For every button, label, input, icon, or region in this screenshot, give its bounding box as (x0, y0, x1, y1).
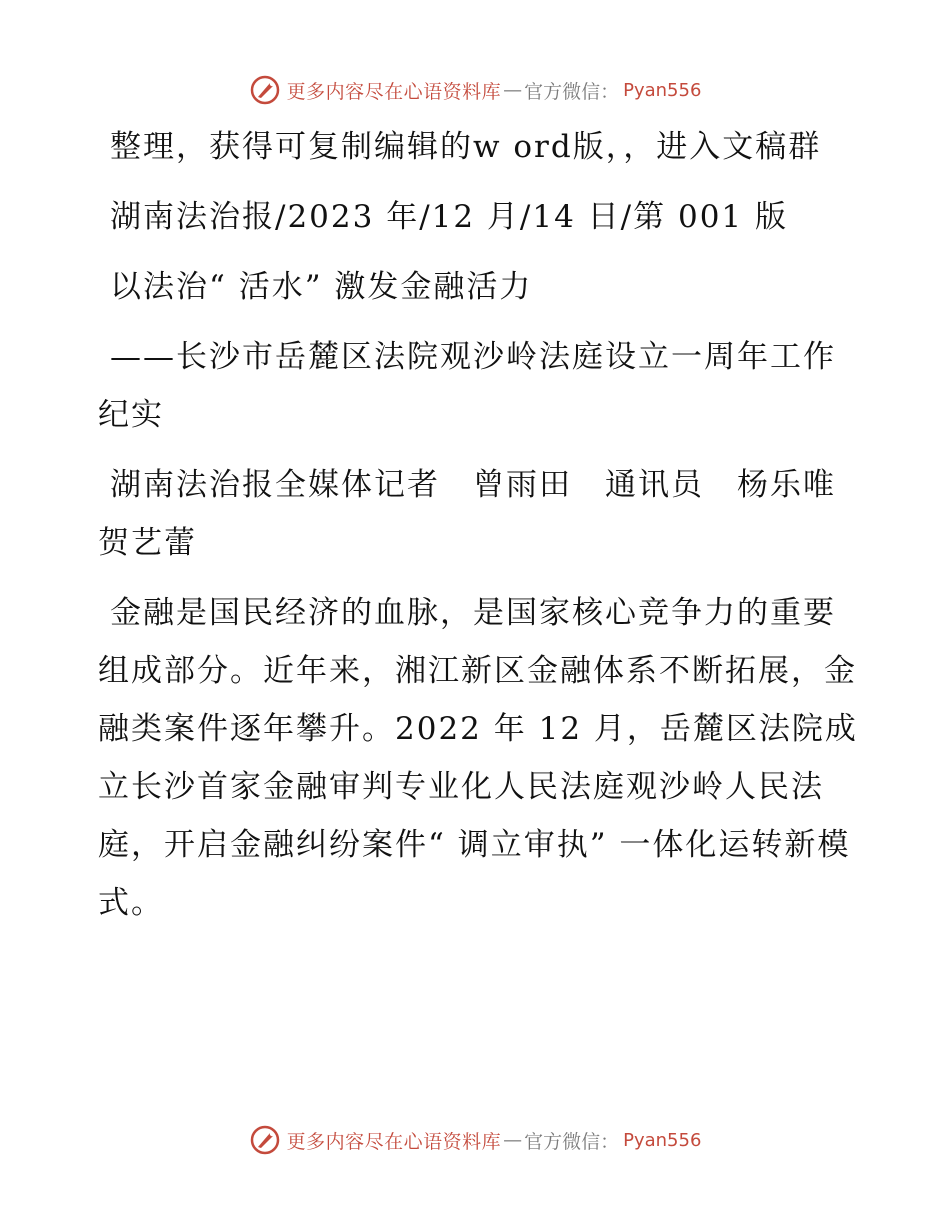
header-watermark (0, 70, 950, 110)
watermark-text: 更多内容尽在心语资料库 (286, 80, 502, 103)
byline: 湖南法治报全媒体记者 曾雨田 通讯员 杨乐唯 贺艺蕾 (98, 467, 869, 561)
watermark-wechat-id: Pyan556 (623, 79, 702, 101)
intro-note: 整理，获得可复制编辑的w ord版，，进入文稿群 (110, 129, 822, 165)
source-line: 湖南法治报/2023 年/12 月/14 日/第 001 版 (110, 199, 789, 235)
watermark-separator: — (503, 1129, 523, 1151)
watermark-separator: — (503, 79, 523, 101)
footer-watermark (0, 1120, 950, 1160)
article-title: 以法治“ 活水” 激发金融活力 (110, 269, 533, 305)
quill-logo-icon (249, 1124, 281, 1156)
watermark-wechat-label: 官方微信： (524, 1130, 620, 1153)
article-subtitle: ——长沙市岳麓区法院观沙岭法庭设立一周年工作纪实 (98, 339, 836, 433)
watermark-wechat-label: 官方微信： (524, 80, 620, 103)
article-body (98, 118, 869, 944)
quill-logo-icon (249, 74, 281, 106)
watermark-wechat-id: Pyan556 (623, 1129, 702, 1151)
watermark-text: 更多内容尽在心语资料库 (286, 1130, 502, 1153)
body-paragraph: 金融是国民经济的血脉，是国家核心竞争力的重要组成部分。近年来，湘江新区金融体系不断拓展，金融类案件逐年攀升。2022 年 12 月，岳麓区法院成立长沙首家金融审判专业化人民法庭观沙岭人民法庭，开启金融纠纷案件“ 调立审执” 一体化运转新模式。 (98, 595, 858, 921)
